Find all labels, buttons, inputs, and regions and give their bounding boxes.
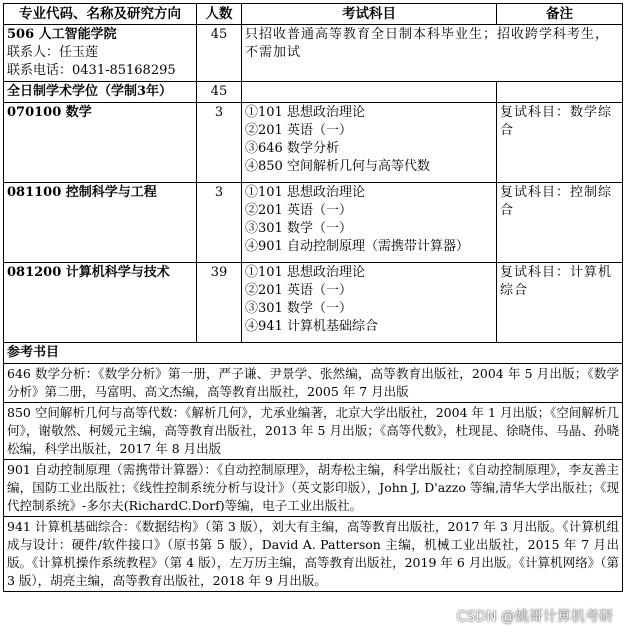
degree-label: 全日制学术学位（学制3年）	[4, 82, 197, 103]
admissions-table	[3, 3, 623, 592]
subject-item: ④901 自动控制原理（需携带计算器）	[245, 239, 469, 254]
college-phone: 联系电话：0431-85168295	[7, 63, 176, 78]
reference-row	[4, 460, 623, 517]
program-name: 070100 数学	[4, 103, 197, 183]
program-count: 39	[197, 263, 242, 343]
degree-row	[4, 82, 623, 103]
program-count: 3	[197, 183, 242, 263]
college-name: 506 人工智能学院	[7, 27, 117, 42]
college-note: 只招收普通高等教育全日制本科毕业生；招收跨学科考生，不需加试	[242, 25, 623, 82]
subject-item: ①101 思想政治理论	[245, 185, 365, 200]
program-name: 081200 计算机科学与技术	[4, 263, 197, 343]
header-program: 专业代码、名称及研究方向	[4, 4, 197, 25]
program-row-math	[4, 103, 623, 183]
reference-row	[4, 517, 623, 592]
program-row-cs	[4, 263, 623, 343]
subject-item: ①101 思想政治理论	[245, 105, 365, 120]
reference-item: 646 数学分析：《数学分析》第一册，严子谦、尹景学、张然编，高等教育出版社，2004 年 5 月出版；《数学分析》第二册，马富明、高文杰编，高等教育出版社，2005 年 7 月出版	[4, 364, 623, 403]
watermark: CSDN @姚哥计算机考研	[456, 609, 613, 625]
college-row	[4, 25, 623, 82]
subject-item: ②201 英语（一）	[245, 203, 352, 218]
header-count: 人数	[197, 4, 242, 25]
header-subjects: 考试科目	[242, 4, 497, 25]
references-title-row	[4, 343, 623, 364]
program-subjects	[242, 103, 497, 183]
subject-item: ①101 思想政治理论	[245, 265, 365, 280]
references-title: 参考书目	[4, 343, 623, 364]
subject-item: ③646 数学分析	[245, 141, 339, 156]
reference-item: 901 自动控制原理（需携带计算器）：《自动控制原理》，胡寿松主编，科学出版社；《自动控制原理》，李友善主编，国防工业出版社；《线性控制系统分析与设计》（英文影印版），John J, D'azzo 等编,清华大学出版社；《现代控制系统》-多尔夫(RichardC.Dorf)等编，电子工业出版社。	[4, 460, 623, 517]
degree-count: 45	[197, 82, 242, 103]
subject-item: ③301 数学（一）	[245, 301, 352, 316]
program-subjects	[242, 263, 497, 343]
program-count: 3	[197, 103, 242, 183]
subject-item: ④941 计算机基础综合	[245, 319, 378, 334]
degree-empty-notes	[497, 82, 623, 103]
header-notes: 备注	[497, 4, 623, 25]
reference-row	[4, 403, 623, 460]
subject-item: ④850 空间解析几何与高等代数	[245, 159, 430, 174]
college-contact: 联系人：任玉莲	[7, 45, 99, 60]
subject-item: ②201 英语（一）	[245, 283, 352, 298]
program-note: 复试科目：计算机综合	[497, 263, 623, 343]
subject-item: ②201 英语（一）	[245, 123, 352, 138]
admissions-table-page	[3, 3, 622, 592]
program-row-control	[4, 183, 623, 263]
program-name: 081100 控制科学与工程	[4, 183, 197, 263]
header-row	[4, 4, 623, 25]
program-note: 复试科目：数学综合	[497, 103, 623, 183]
subject-item: ③301 数学（一）	[245, 221, 352, 236]
college-info	[4, 25, 197, 82]
reference-item: 941 计算机基础综合：《数据结构》（第 3 版），刘大有主编，高等教育出版社，2017 年 3 月出版。《计算机组成与设计：硬件/软件接口》（原书第 5 版），David A. Patterson 主编，机械工业出版社，2015 年 7 月出版。《计算机操作系统教程》（第 4 版），左万历主编，高等教育出版社，2019 年 6 月出版。《计算机网络》（第 3 版），胡亮主编，高等教育出版社，2018 年 9 月出版。	[4, 517, 623, 592]
program-subjects	[242, 183, 497, 263]
reference-item: 850 空间解析几何与高等代数：《解析几何》，尤承业编著，北京大学出版社，2004 年 1 月出版；《空间解析几何》，谢敬然、柯媛元主编，高等教育出版社，2013 年 5 月出版；《高等代数》，杜现昆、徐晓伟、马晶、孙晓松编，科学出版社，2017 年 8 月出版	[4, 403, 623, 460]
college-count: 45	[197, 25, 242, 82]
reference-row	[4, 364, 623, 403]
program-note: 复试科目：控制综合	[497, 183, 623, 263]
degree-empty-subjects	[242, 82, 497, 103]
